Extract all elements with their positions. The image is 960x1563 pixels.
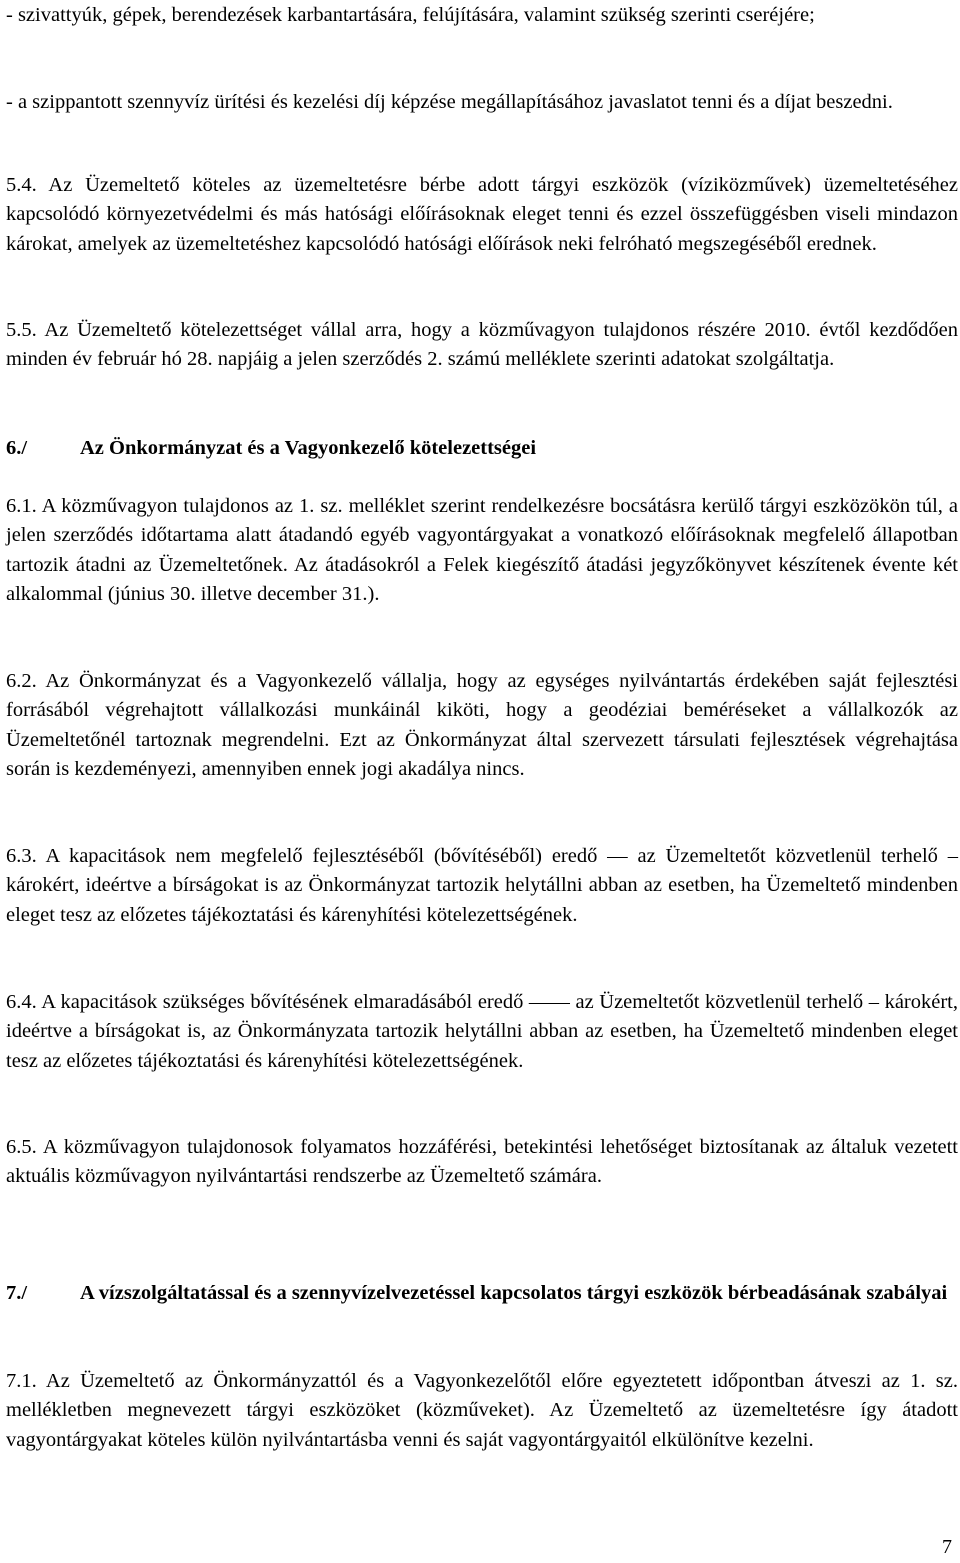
paragraph-7-1: 7.1. Az Üzemeltető az Önkormányzattól és a Vagyonkezelőtől előre egyeztetett időpontban átveszi az 1. sz. mellékletben megnevezett tárgyi eszközöket (közműveket). Az Üzemeltető az üzemeltetésre így átadott vagyontárgyakat köteles külön nyilvántartásba venni és saját vagyontárgyaitól elkülönítve kezelni.: [6, 1370, 958, 1451]
paragraph-septage-fee: - a szippantott szennyvíz ürítési és kezelési díj képzése megállapításához javaslatot tenni és a díjat beszedni.: [6, 91, 893, 113]
paragraph-6-1: 6.1. A közművagyon tulajdonos az 1. sz. melléklet szerint rendelkezésre bocsátásra kerülő tárgyi eszközökön túl, a jelen szerződés időtartama alatt átadandó egyéb vagyontárgyakat a vonatkozó előírásoknak megfelelő állapotban tartozik átadni az Üzemeltetőnek. Az átadásokról a Felek kiegészítő átadási jegyzőkönyvet készítenek évente két alkalommal (június 30. illetve december 31.).: [6, 495, 958, 606]
section-heading-6: [6, 434, 958, 463]
paragraph-5-4: 5.4. Az Üzemeltető köteles az üzemeltetésre bérbe adott tárgyi eszközök (víziközművek) üzemeltetéséhez kapcsolódó környezetvédelmi és más hatósági előírásoknak eleget tenni és ezzel összefüggésben viseli mindazon károkat, amelyek az üzemeltetéshez kapcsolódó hatósági előírások neki felróható megszegéséből erednek.: [6, 174, 958, 255]
section-heading-7: [6, 1279, 958, 1308]
paragraph-6-4: 6.4. A kapacitások szükséges bővítésének elmaradásából eredő —— az Üzemeltetőt közvetlenül terhelő – károkért, ideértve a bírságokat is, az Önkormányzata tartozik helytállni abban az esetben, ha Üzemeltető mindenben eleget tesz az előzetes tájékoztatási és kárenyhítési kötelezettségének.: [6, 991, 958, 1072]
section-number: 7./: [6, 1282, 28, 1304]
paragraph-6-2: 6.2. Az Önkormányzat és a Vagyonkezelő vállalja, hogy az egységes nyilvántartás érdekében saját fejlesztési forrásából végrehajtott vállalkozási munkáinál kiköti, hogy a geodéziai beméréseket a vállalkozók az Üzemeltetőnél tartoznak megrendelni. Ezt az Önkormányzat által szervezett társulati fejlesztések végrehajtása során is kezdeményezi, amennyiben ennek jogi akadálya nincs.: [6, 670, 958, 781]
paragraph-pumps: - szivattyúk, gépek, berendezések karbantartására, felújítására, valamint szükség szerinti cseréjére;: [6, 4, 815, 26]
section-title: A vízszolgáltatással és a szennyvízelvezetéssel kapcsolatos tárgyi eszközök bérbeadásának szabályai: [80, 1282, 948, 1304]
paragraph-6-5: 6.5. A közművagyon tulajdonosok folyamatos hozzáférési, betekintési lehetőséget biztosítanak az általuk vezetett aktuális közművagyon nyilvántartási rendszerbe az Üzemeltető számára.: [6, 1136, 958, 1188]
paragraph-6-3: 6.3. A kapacitások nem megfelelő fejlesztéséből (bővítéséből) eredő — az Üzemeltetőt közvetlenül terhelő – károkért, ideértve a bírságokat is az Önkormányzat tartozik helytállni abban az esetben, ha Üzemeltető mindenben eleget tesz az előzetes tájékoztatási és kárenyhítési kötelezettségének.: [6, 845, 958, 926]
paragraph-5-5: 5.5. Az Üzemeltető kötelezettséget vállal arra, hogy a közművagyon tulajdonos részére 2010. évtől kezdődően minden év február hó 28. napjáig a jelen szerződés 2. számú melléklete szerinti adatokat szolgáltatja.: [6, 319, 958, 371]
section-title: Az Önkormányzat és a Vagyonkezelő kötelezettségei: [80, 437, 537, 459]
section-number: 6./: [6, 437, 28, 459]
page-number: 7: [942, 1536, 952, 1558]
